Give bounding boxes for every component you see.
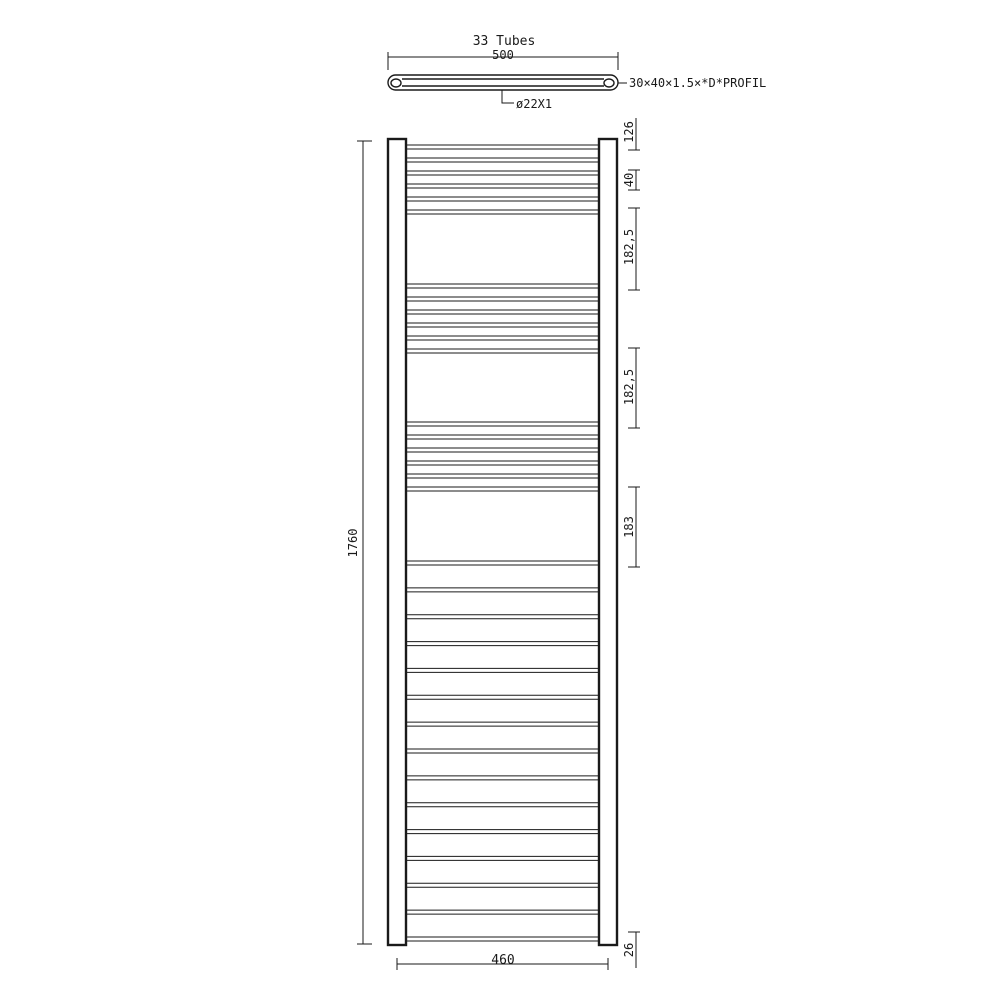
top-offset-label: 126 — [622, 121, 636, 143]
left-collector-bar — [388, 139, 406, 945]
bottom-width-dimension — [397, 953, 608, 970]
gap-1-label: 182,5 — [622, 228, 636, 266]
tube-diameter-leader — [502, 90, 514, 103]
total-height-label: 1760 — [346, 528, 360, 558]
top-view — [388, 34, 766, 111]
gap-2-label: 182,5 — [622, 368, 636, 406]
total-height-dimension — [346, 141, 372, 944]
gap-3-label: 183 — [622, 516, 636, 538]
right-collector-bar — [599, 139, 617, 945]
bottom-width-label: 460 — [491, 953, 515, 968]
tube-count-label: 33 Tubes — [472, 34, 536, 49]
profile-label: 30×40×1.5×*D*PROFIL — [629, 76, 767, 90]
horizontal-tubes — [406, 145, 599, 941]
right-collector-section — [604, 79, 614, 87]
left-collector-section — [391, 79, 401, 87]
top-profile-outline — [388, 75, 618, 90]
front-view — [388, 139, 617, 945]
tube-diameter-label: ø22X1 — [516, 97, 553, 111]
bottom-offset-label: 26 — [622, 942, 636, 958]
right-dimensions — [622, 118, 640, 968]
top-width-label: 500 — [492, 48, 514, 62]
tube-pitch-label: 40 — [622, 172, 636, 188]
